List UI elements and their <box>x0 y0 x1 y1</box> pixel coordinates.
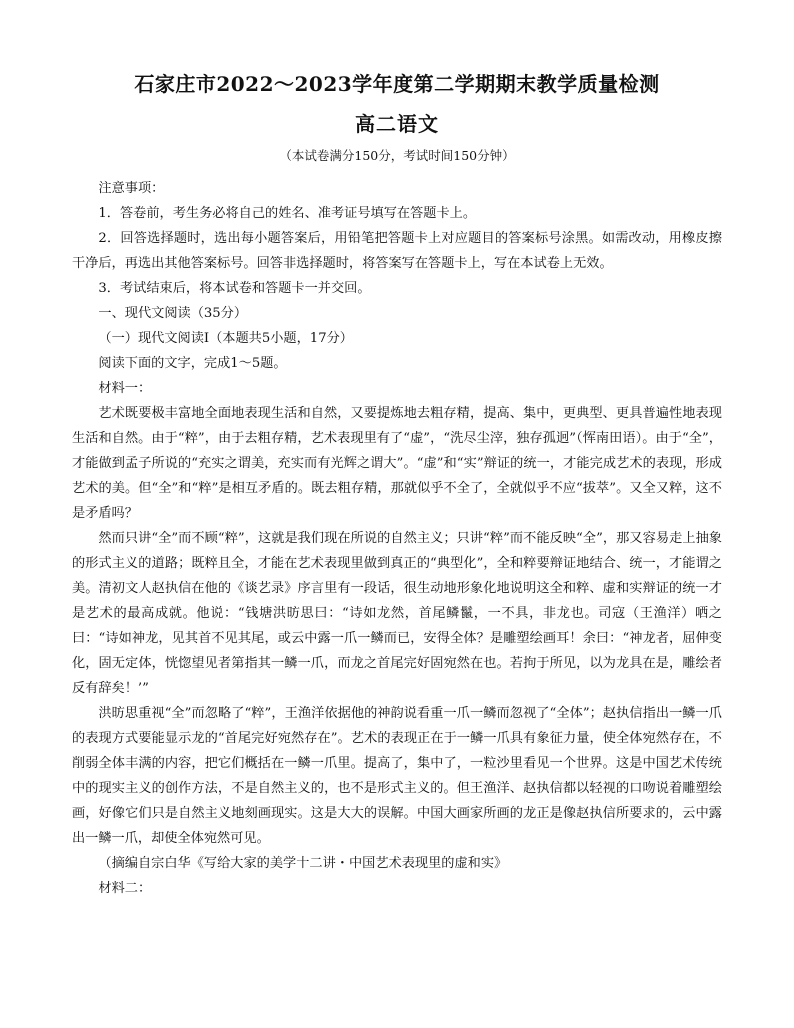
material-1-label: 材料一： <box>98 381 152 396</box>
section-subheading: （一）现代文阅读Ⅰ（本题共5小题，17分） <box>98 331 353 346</box>
material-1-source: （摘编自宗白华《写给大家的美学十二讲・中国艺术表现里的虚和实》 <box>98 856 508 871</box>
material-1-paragraph-2: 然而只讲“全”而不顾“粹”，这就是我们现在所说的自然主义；只讲“粹”而不能反映“全”，那又容易走上抽象的形式主义的道路；既粹且全，才能在艺术表现里做到真正的“典型化”，全和粹要辩证地结合、统一，才能谓之美。清初文人赵执信在他的《谈艺录》序言里有一段话，很生动地形象化地说明这全和粹、虚和实辩证的统一才是艺术的最高成就。他说：“钱塘洪昉思曰：“诗如龙然，首尾鳞鬣，一不具，非龙也。司寇（王渔洋）哂之曰：“诗如神龙，见其首不见其尾，或云中露一爪一鳞而已，安得全体？是雕塑绘画耳！余曰：“神龙者，屈伸变化，固无定体，恍惚望见者第指其一鳞一爪，而龙之首尾完好固宛然在也。若拘于所见，以为龙具在是，雕绘者反有辞矣！’” <box>72 531 722 696</box>
notice-item-2: 2．回答选择题时，选出每小题答案后，用铅笔把答题卡上对应题目的答案标号涂黑。如需改动，用橡皮擦干净后，再选出其他答案标号。回答非选择题时，将答案写在答题卡上，写在本试卷上无效。 <box>72 231 722 271</box>
material-1-paragraph-3: 洪昉思重视“全”而忽略了“粹”，王渔洋依据他的神韵说看重一爪一鳞而忽视了“全体”；赵执信指出一鳞一爪的表现方式要能显示龙的“首尾完好宛然存在”。艺术的表现正在于一鳞一爪具有象征力量，使全体宛然存在，不削弱全体丰满的内容，把它们概括在一鳞一爪里。提高了，集中了，一粒沙里看见一个世界。这是中国艺术传统中的现实主义的创作方法，不是自然主义的，也不是形式主义的。但王渔洋、赵执信都以轻视的口吻说着雕塑绘画，好像它们只是自然主义地刻画现实。这是大大的误解。中国大画家所画的龙正是像赵执信所要求的，云中露出一鳞一爪，却使全体宛然可见。 <box>72 706 722 846</box>
notice-item-1: 1．答卷前，考生务必将自己的姓名、准考证号填写在答题卡上。 <box>98 206 477 221</box>
notice-heading: 注意事项： <box>98 181 165 196</box>
material-2-label: 材料二： <box>98 881 152 896</box>
exam-info: （本试卷满分150分，考试时间150分钟） <box>279 148 515 163</box>
exam-page <box>72 70 722 901</box>
notice-item-3: 3．考试结束后，将本试卷和答题卡一并交回。 <box>98 281 371 296</box>
subject-title: 高二语文 <box>355 112 439 136</box>
exam-title: 石家庄市2022～2023学年度第二学期期末教学质量检测 <box>134 72 660 96</box>
material-1-paragraph-1: 艺术既要极丰富地全面地表现生活和自然，又要提炼地去粗存精，提高、集中，更典型、更具普遍性地表现生活和自然。由于“粹”，由于去粗存精，艺术表现里有了“虚”，“洗尽尘滓，独存孤迥”（恽南田语）。由于“全”，才能做到孟子所说的“充实之谓美，充实而有光辉之谓大”。“虚”和“实”辩证的统一，才能完成艺术的表现，形成艺术的美。但“全”和“粹”是相互矛盾的。既去粗存精，那就似乎不全了，全就似乎不应“拔萃”。又全又粹，这不是矛盾吗？ <box>72 406 722 521</box>
reading-instruction: 阅读下面的文字，完成1～5题。 <box>98 356 287 371</box>
section-heading: 一、现代文阅读（35分） <box>98 306 248 321</box>
